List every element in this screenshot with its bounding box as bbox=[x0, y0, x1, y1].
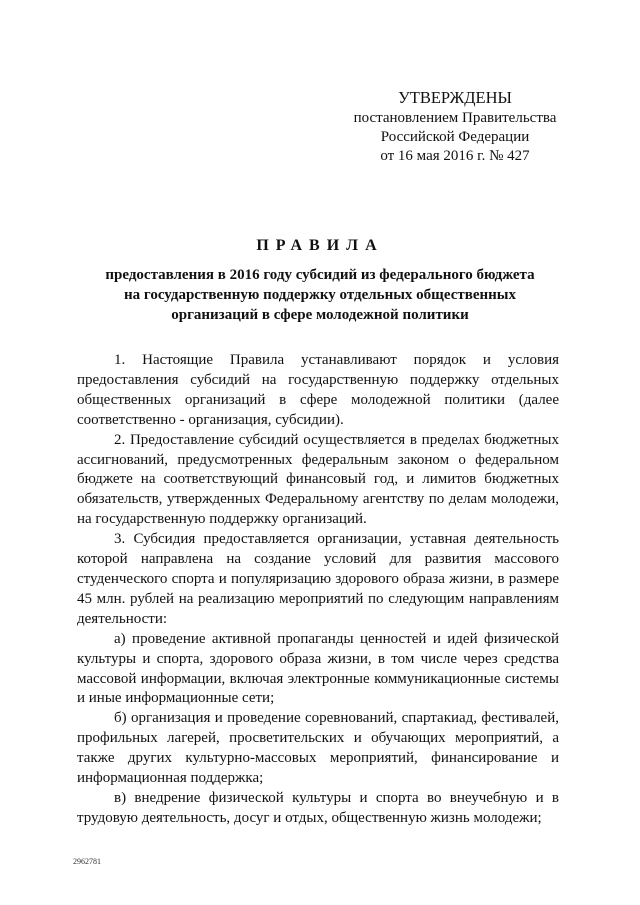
document-subtitle bbox=[60, 265, 580, 325]
paragraph-3v: в) внедрение физической культуры и спорта во внеучебную и в трудовую деятельность, досуг и отдых, общественную жизнь молодежи; bbox=[77, 789, 559, 826]
paragraph-3: 3. Субсидия предоставляется организации, уставная деятельность которой направлена на создание условий для развития массового студенческого спорта и популяризацию здорового образа жизни, в размере 45 млн. рублей на реализацию мероприятий по следующим направлениям деятельности: bbox=[77, 531, 559, 627]
subtitle-line-2: на государственную поддержку отдельных общественных bbox=[124, 287, 516, 303]
paragraph-3b: б) организация и проведение соревнований, спартакиад, фестивалей, профильных лагерей, просветительских и обучающих мероприятий, а также других культурно-массовых мероприятий, финансирование и информационная поддержка; bbox=[77, 710, 559, 787]
paragraph-1: 1. Настоящие Правила устанавливают порядок и условия предоставления субсидий на государственную поддержку отдельных общественных организаций в сфере молодежной политики (далее соответственно - организация, субсидии). bbox=[77, 352, 559, 428]
approval-line-2: Российской Федерации bbox=[380, 129, 530, 145]
paragraph-2: 2. Предоставление субсидий осуществляется в пределах бюджетных ассигнований, предусмотренных федеральным законом о федеральном бюджете на соответствующий финансовый год, и лимитов бюджетных обязательств, утвержденных Федеральному агентству по делам молодежи, на государственную поддержку организаций. bbox=[77, 431, 559, 528]
approval-heading: УТВЕРЖДЕНЫ bbox=[398, 88, 512, 107]
approval-line-3: от 16 мая 2016 г. № 427 bbox=[380, 148, 530, 164]
document-body bbox=[77, 351, 559, 829]
subtitle-line-1: предоставления в 2016 году субсидий из федерального бюджета bbox=[105, 267, 535, 283]
subtitle-line-3: организаций в сфере молодежной политики bbox=[171, 307, 469, 323]
approval-stamp bbox=[340, 88, 570, 166]
document-number: 2962781 bbox=[73, 857, 101, 866]
document-title: ПРАВИЛА bbox=[256, 237, 384, 254]
paragraph-3a: а) проведение активной пропаганды ценностей и идей физической культуры и спорта, здорового образа жизни, в том числе через средства массовой информации, включая электронные коммуникационные системы и иные информационные сети; bbox=[77, 630, 559, 707]
approval-line-1: постановлением Правительства bbox=[353, 110, 557, 126]
